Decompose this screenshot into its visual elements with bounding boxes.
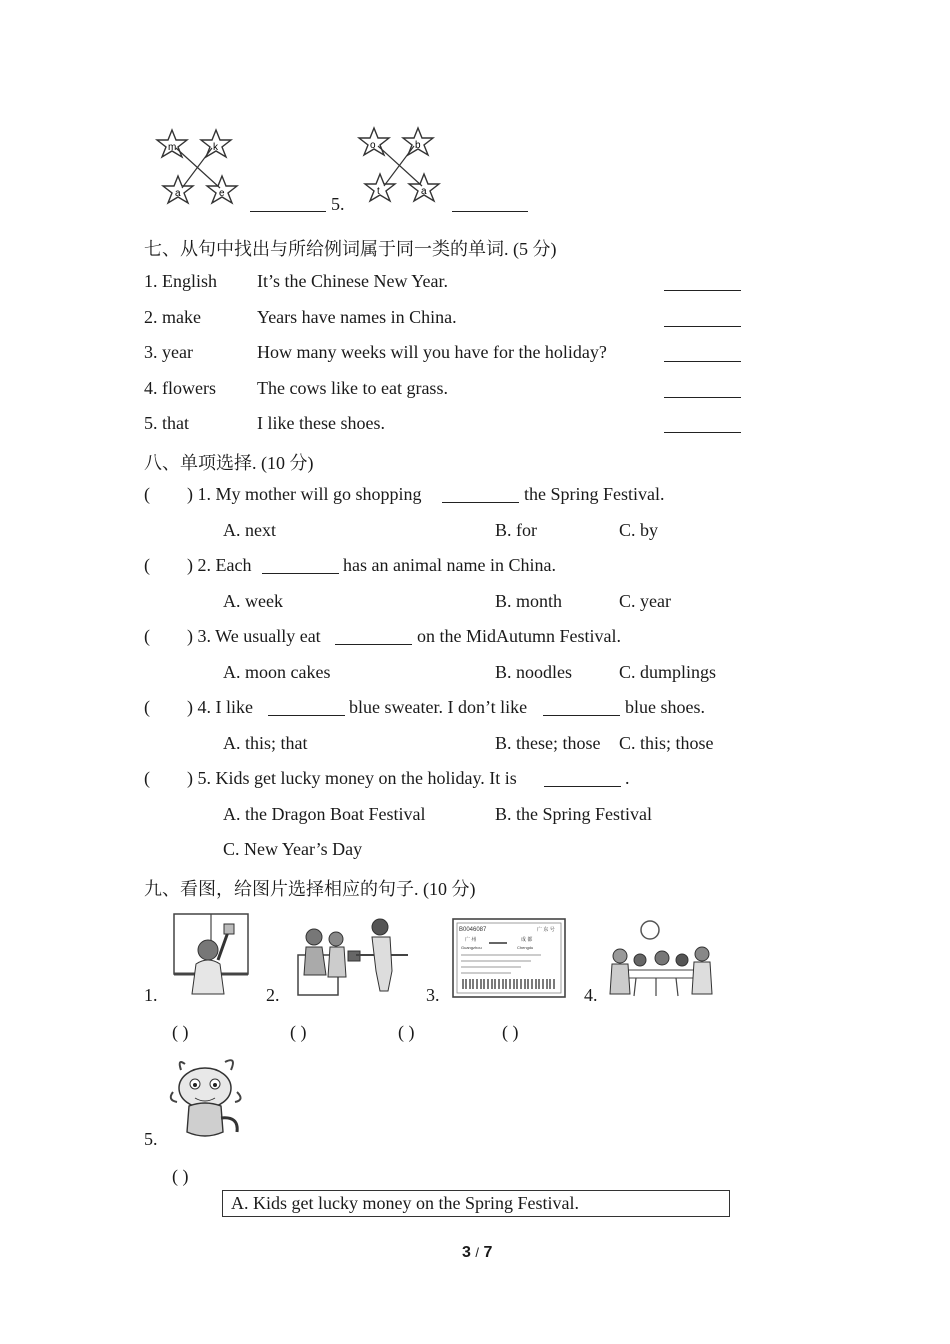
answer-paren-open: ( [144, 768, 150, 788]
s7-sentence-4: The cows like to eat grass. [257, 378, 448, 398]
s8-q2-blank[interactable] [262, 557, 339, 574]
s7-word-5: 5. that [144, 413, 189, 433]
picture-5-dragon [165, 1056, 247, 1146]
picture-1-answer-paren[interactable]: ( ) [172, 1022, 189, 1042]
s7-word-3: 3. year [144, 342, 193, 362]
s7-answer-blank[interactable] [664, 416, 741, 433]
answer-paren-open: ( [144, 484, 150, 504]
s7-answer-blank[interactable] [664, 274, 741, 291]
picture-5-label: 5. [144, 1129, 158, 1149]
s8-q1-blank[interactable] [442, 486, 519, 503]
ticket-station: 广 东 号 [537, 927, 555, 933]
s7-sentence-2: Years have names in China. [257, 307, 457, 327]
s7-sentence-5: I like these shoes. [257, 413, 385, 433]
s8-q5-stem-end: . [625, 768, 630, 788]
answer-blank-4[interactable] [250, 195, 326, 212]
picture-3-train-ticket [451, 917, 569, 999]
ticket-to-en: Chengdu [517, 945, 534, 950]
s7-sentence-1: It’s the Chinese New Year. [257, 271, 448, 291]
s8-q1-stem: ) 1. My mother will go shopping [187, 484, 422, 504]
section-7-heading: 七、从句中找出与所给例词属于同一类的单词. (5 分) [144, 239, 557, 259]
option-a-box [222, 1190, 730, 1217]
picture-5-answer-paren[interactable]: ( ) [172, 1166, 189, 1186]
picture-4-label: 4. [584, 985, 598, 1005]
section-9-heading: 九、看图，给图片选择相应的句子. (10 分) [144, 879, 476, 899]
picture-1-label: 1. [144, 985, 158, 1005]
s7-word-1: 1. English [144, 271, 218, 291]
picture-2-answer-paren[interactable]: ( ) [290, 1022, 307, 1042]
total-pages: 7 [483, 1244, 493, 1261]
s8-q4-option-b[interactable]: B. these; those [495, 733, 601, 753]
picture-4-answer-paren[interactable]: ( ) [502, 1022, 519, 1042]
ticket-to: 成 都 [521, 937, 533, 943]
picture-3-label: 3. [426, 985, 440, 1005]
s8-q2-stem-end: has an animal name in China. [343, 555, 556, 575]
s7-word-2: 2. make [144, 307, 201, 327]
s8-q5-option-c[interactable]: C. New Year’s Day [223, 839, 363, 859]
s8-q1-option-a[interactable]: A. next [223, 520, 276, 540]
s8-q5-option-b[interactable]: B. the Spring Festival [495, 804, 652, 824]
s8-q3-stem-end: on the MidAutumn Festival. [417, 626, 621, 646]
s8-q5-blank[interactable] [544, 770, 621, 787]
s8-q2-option-c[interactable]: C. year [619, 591, 671, 611]
ticket-number: B0046087 [459, 927, 487, 933]
picture-3-answer-paren[interactable]: ( ) [398, 1022, 415, 1042]
option-a-text: A. Kids get lucky money on the Spring Festival. [231, 1193, 579, 1213]
section-8-heading: 八、单项选择. (10 分) [144, 453, 314, 473]
s7-answer-blank[interactable] [664, 345, 741, 362]
picture-2-label: 2. [266, 985, 280, 1005]
current-page: 3 [462, 1244, 471, 1261]
s7-sentence-3: How many weeks will you have for the holiday? [257, 342, 607, 362]
s8-q4-blank-1[interactable] [268, 699, 345, 716]
s8-q2-stem: ) 2. Each [187, 555, 252, 575]
s8-q3-stem: ) 3. We usually eat [187, 626, 321, 646]
picture-4-family-dinner [606, 918, 718, 1000]
s7-answer-blank[interactable] [664, 310, 741, 327]
star-letter: t [377, 186, 380, 197]
s8-q2-option-a[interactable]: A. week [223, 591, 283, 611]
s8-q4-option-c[interactable]: C. this; those [619, 733, 714, 753]
answer-paren-open: ( [144, 697, 150, 717]
page-separator: / [475, 1245, 479, 1260]
s8-q4-stem: ) 4. I like [187, 697, 253, 717]
s8-q3-option-b[interactable]: B. noodles [495, 662, 573, 682]
s8-q4-blank-2[interactable] [543, 699, 620, 716]
star-letter: a [175, 188, 181, 199]
star-puzzle-1 [150, 126, 246, 212]
s8-q1-option-c[interactable]: C. by [619, 520, 659, 540]
picture-2-visiting-family [292, 915, 412, 999]
star-letter: b [415, 140, 421, 151]
s7-answer-blank[interactable] [664, 381, 741, 398]
star-letter: m [168, 142, 177, 153]
answer-paren-open: ( [144, 555, 150, 575]
s8-q4-stem-end: blue shoes. [625, 697, 705, 717]
s8-q5-stem: ) 5. Kids get lucky money on the holiday. It is [187, 768, 517, 788]
star-puzzle-2 [352, 124, 448, 210]
ticket-from: 广 州 [465, 937, 477, 943]
star-letter: k [213, 142, 218, 153]
s8-q3-blank[interactable] [335, 628, 412, 645]
page-number [462, 1244, 492, 1262]
star-letter: a [421, 186, 427, 197]
star-letter: e [219, 188, 225, 199]
question-5-label: 5. [331, 194, 345, 214]
ticket-from-en: Guangzhou [461, 945, 482, 950]
s8-q1-option-b[interactable]: B. for [495, 520, 537, 540]
s8-q2-option-b[interactable]: B. month [495, 591, 563, 611]
s8-q4-option-a[interactable]: A. this; that [223, 733, 308, 753]
star-letter: o [370, 140, 376, 151]
s7-word-4: 4. flowers [144, 378, 216, 398]
picture-1-cleaning-window [170, 912, 252, 996]
s8-q1-stem-end: the Spring Festival. [524, 484, 665, 504]
s8-q3-option-a[interactable]: A. moon cakes [223, 662, 331, 682]
answer-paren-open: ( [144, 626, 150, 646]
s8-q3-option-c[interactable]: C. dumplings [619, 662, 717, 682]
answer-blank-5[interactable] [452, 195, 528, 212]
s8-q5-option-a[interactable]: A. the Dragon Boat Festival [223, 804, 426, 824]
s8-q4-stem-mid: blue sweater. I don’t like [349, 697, 528, 717]
